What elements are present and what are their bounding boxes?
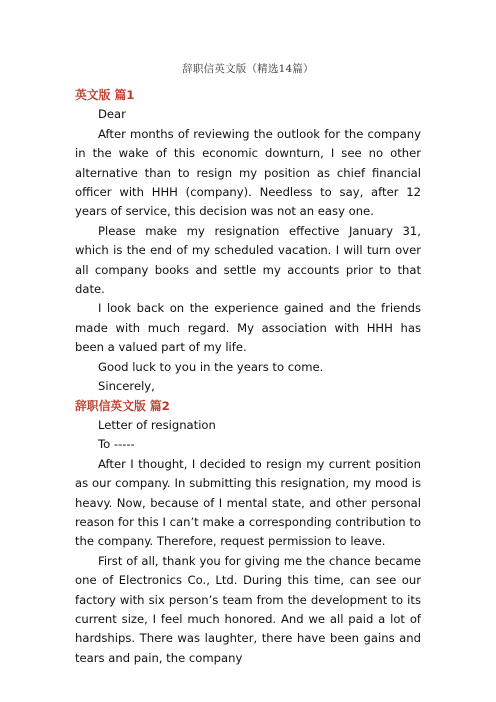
paragraph: Please make my resignation effective January 31, which is the end of my scheduled vacation. I will turn over all company books and settle my accounts prior to that date. <box>75 223 421 297</box>
recipient-line: To ----- <box>98 437 135 452</box>
paragraph: After I thought, I decided to resign my current position as our company. In submitting this resignation, my mood is heavy. Now, because of I mental state, and other personal reason for this I can’t make a corresponding contribution to the company. Therefore, request permission to leave. <box>75 456 421 549</box>
paragraph: I look back on the experience gained and the friends made with much regard. My association with HHH has been a valued part of my life. <box>75 301 421 355</box>
section-heading: 英文版 篇1 <box>75 88 135 102</box>
paragraph: After months of reviewing the outlook for the company in the wake of this economic downturn, I see no other alternative than to resign my position as chief financial officer with HHH (company). Needless to say, after 12 years of service, this decision was not an easy one. <box>75 126 421 219</box>
section-1 <box>75 86 421 397</box>
paragraph: First of all, thank you for giving me the chance became one of Electronics Co., Ltd. During this time, can see our factory with six person’s team from the development to its current size, I feel much honored. And we all paid a lot of hardships. There was laughter, there have been gains and tears and pain, the company <box>75 553 421 665</box>
letter-subject: Letter of resignation <box>98 417 216 432</box>
closing: Sincerely, <box>98 379 155 394</box>
document-body <box>75 86 421 668</box>
document-title: 辞职信英文版（精选14篇） <box>182 63 314 75</box>
paragraph: Good luck to you in the years to come. <box>98 359 324 374</box>
salutation: Dear <box>98 107 126 122</box>
section-2 <box>75 397 421 669</box>
section-heading: 辞职信英文版 篇2 <box>75 398 170 413</box>
